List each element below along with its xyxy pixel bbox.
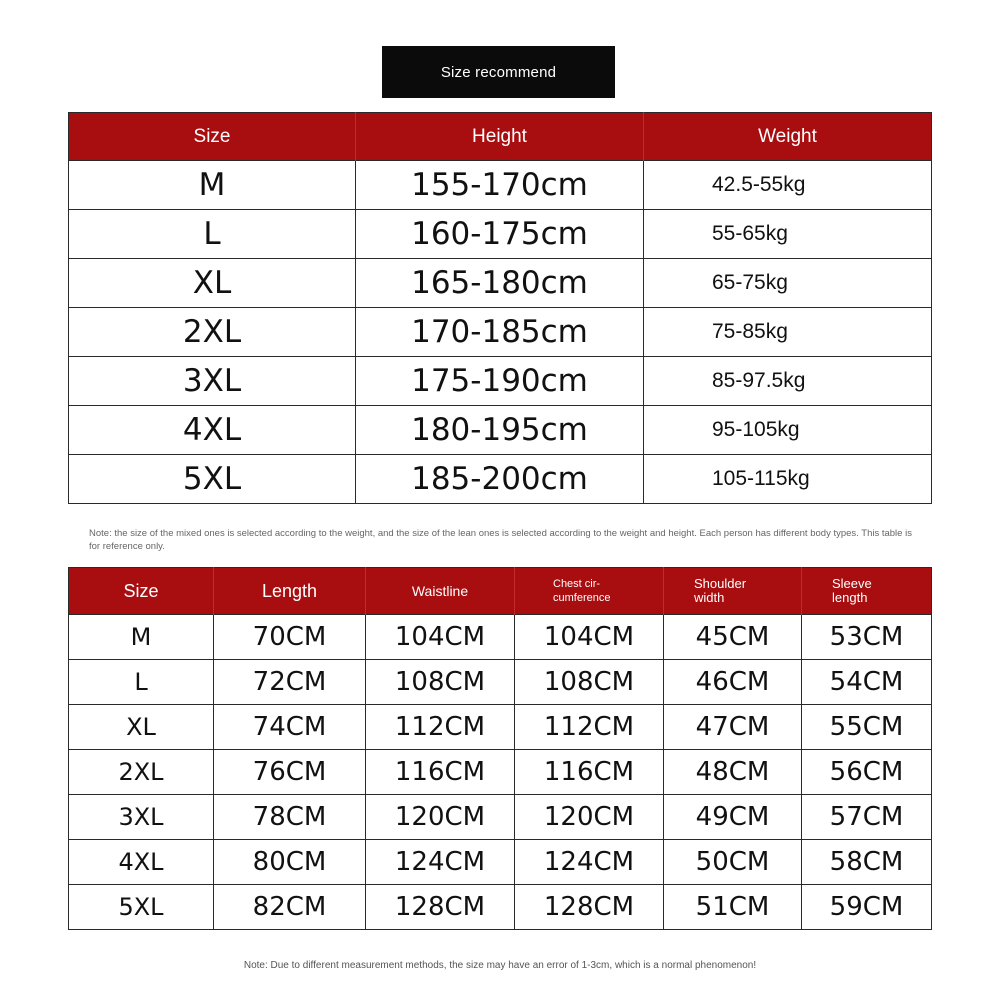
table-row [69,308,932,357]
page-title: Size recommend [382,46,615,98]
header-line: Sleeve [832,576,872,591]
table-row [69,795,932,840]
weight-cell: 95-105kg [644,406,932,455]
table-header-row [69,568,932,615]
column-header-shoulder-width [664,568,802,615]
chest-cell: 104CM [515,615,664,660]
height-cell: 160-175cm [356,210,644,259]
sleeve-cell: 59CM [802,885,932,930]
sleeve-cell: 55CM [802,705,932,750]
header-line: Shoulder [694,576,747,591]
shoulder-cell: 45CM [664,615,802,660]
column-header-size: Size [69,568,214,615]
note-top: Note: the size of the mixed ones is selected according to the weight, and the size of the lean ones is selected according to the weight and height. Each person has different body types. This table is for reference only. [89,528,912,552]
chest-cell: 108CM [515,660,664,705]
table-row [69,660,932,705]
waistline-cell: 104CM [366,615,515,660]
chest-cell: 112CM [515,705,664,750]
height-cell: 180-195cm [356,406,644,455]
column-header-waistline: Waistline [366,568,515,615]
table-row [69,259,932,308]
column-header-sleeve-length [802,568,932,615]
shoulder-cell: 47CM [664,705,802,750]
length-cell: 78CM [214,795,366,840]
table-row [69,455,932,504]
size-cell: 5XL [69,455,356,504]
size-cell: XL [69,705,214,750]
size-cell: 3XL [69,795,214,840]
height-cell: 155-170cm [356,161,644,210]
table-header-row [69,113,932,161]
height-cell: 185-200cm [356,455,644,504]
size-cell: 5XL [69,885,214,930]
height-cell: 165-180cm [356,259,644,308]
height-cell: 175-190cm [356,357,644,406]
sleeve-cell: 56CM [802,750,932,795]
header-line: Chest cir- [553,578,601,590]
waistline-cell: 116CM [366,750,515,795]
table-row [69,705,932,750]
column-header-size: Size [69,113,356,161]
column-header-length: Length [214,568,366,615]
column-header-chest-circumference [515,568,664,615]
size-measurement-table [68,567,932,930]
size-cell: L [69,660,214,705]
sleeve-cell: 53CM [802,615,932,660]
sleeve-cell: 58CM [802,840,932,885]
size-recommend-table [68,112,932,504]
size-cell: 4XL [69,840,214,885]
height-cell: 170-185cm [356,308,644,357]
table-row [69,406,932,455]
shoulder-cell: 49CM [664,795,802,840]
table-row [69,210,932,259]
shoulder-cell: 50CM [664,840,802,885]
size-cell: 4XL [69,406,356,455]
table-row [69,885,932,930]
sleeve-cell: 54CM [802,660,932,705]
column-header-weight: Weight [644,113,932,161]
weight-cell: 105-115kg [644,455,932,504]
chest-cell: 124CM [515,840,664,885]
length-cell: 70CM [214,615,366,660]
table-row [69,357,932,406]
table-row [69,750,932,795]
weight-cell: 85-97.5kg [644,357,932,406]
chest-cell: 120CM [515,795,664,840]
sleeve-cell: 57CM [802,795,932,840]
weight-cell: 65-75kg [644,259,932,308]
table-row [69,615,932,660]
chest-cell: 116CM [515,750,664,795]
length-cell: 76CM [214,750,366,795]
size-cell: L [69,210,356,259]
size-cell: 3XL [69,357,356,406]
waistline-cell: 108CM [366,660,515,705]
note-bottom: Note: Due to different measurement methods, the size may have an error of 1-3cm, which is a normal phenomenon! [243,960,757,971]
shoulder-cell: 46CM [664,660,802,705]
column-header-height: Height [356,113,644,161]
header-line: length [832,590,868,605]
weight-cell: 75-85kg [644,308,932,357]
weight-cell: 55-65kg [644,210,932,259]
table-row [69,840,932,885]
shoulder-cell: 48CM [664,750,802,795]
size-cell: XL [69,259,356,308]
length-cell: 72CM [214,660,366,705]
size-cell: 2XL [69,750,214,795]
size-cell: M [69,161,356,210]
shoulder-cell: 51CM [664,885,802,930]
header-line: cumference [553,592,611,604]
size-cell: 2XL [69,308,356,357]
length-cell: 74CM [214,705,366,750]
waistline-cell: 112CM [366,705,515,750]
length-cell: 82CM [214,885,366,930]
chest-cell: 128CM [515,885,664,930]
weight-cell: 42.5-55kg [644,161,932,210]
waistline-cell: 128CM [366,885,515,930]
waistline-cell: 120CM [366,795,515,840]
size-cell: M [69,615,214,660]
length-cell: 80CM [214,840,366,885]
waistline-cell: 124CM [366,840,515,885]
header-line: width [694,590,725,605]
table-row [69,161,932,210]
